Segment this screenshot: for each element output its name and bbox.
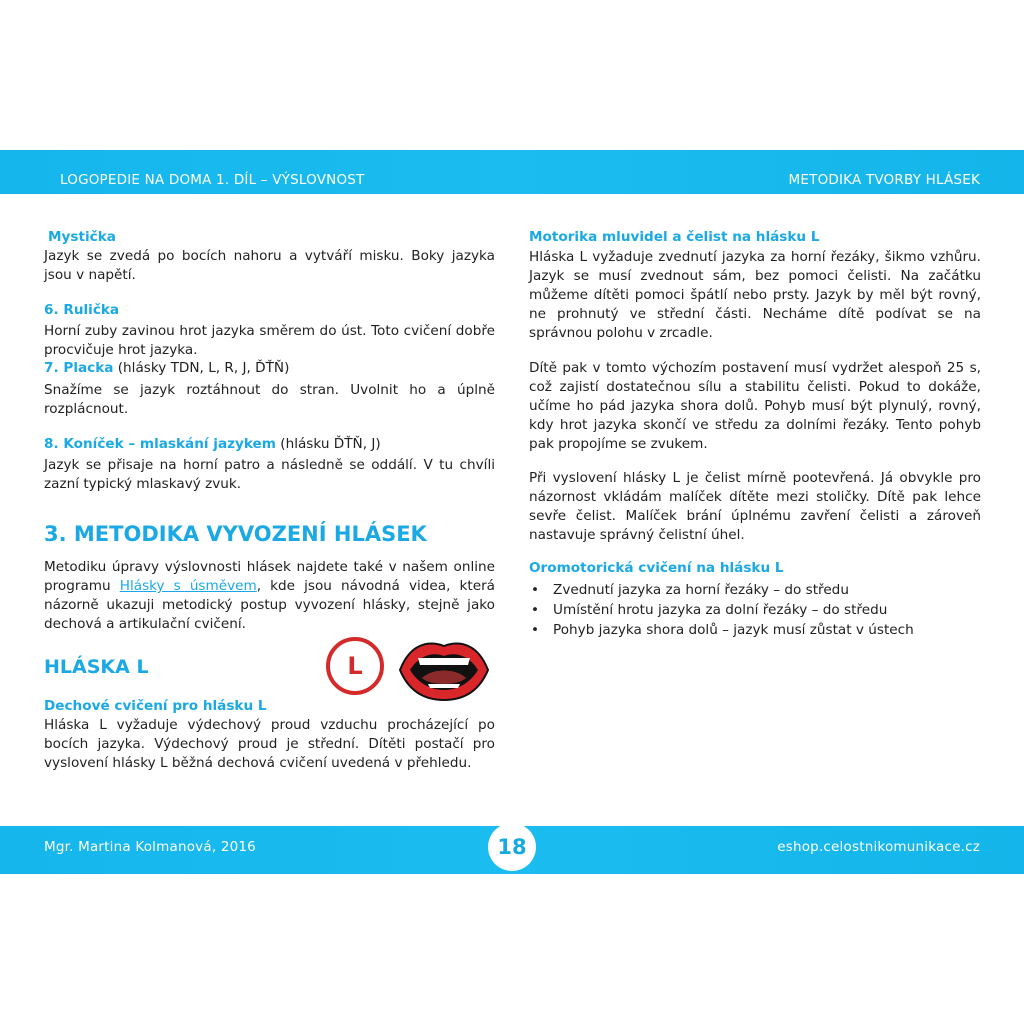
motorika-p1: Hláska L vyžaduje zvednutí jazyka za horní řezáky, šikmo vzhůru. Jazyk se musí zvednout sám, bez pomoci čelisti. Na začátku můžeme dítěti pomoci špátlí nebo prsty. Jazyk by měl být rovný, ne prohnutý ve střední části. Necháme dítě podívat se na správnou polohu v zrcadle. [529, 249, 981, 341]
page-header [0, 150, 1024, 194]
letter-l-badge [326, 637, 384, 695]
hlasky-s-usmevem-link[interactable]: Hlásky s úsměvem [119, 578, 257, 594]
page-number: 18 [488, 823, 536, 871]
intro-text: Metodiku úpravy výslovnosti hlásek najdete také v našem online programu [44, 559, 495, 594]
placka-heading: 7. Placka [44, 360, 114, 376]
oromotor-list [529, 580, 981, 640]
dechove-text: Hláska L vyžaduje výdechový proud vzduchu procházející po bocích jazyka. Výdechový proud je střední. Dítěti postačí pro vyslovení hlásky L běžná dechová cvičení uvedená v přehledu. [44, 717, 495, 771]
open-mouth-icon [398, 638, 490, 702]
list-item: • Pohyb jazyka shora dolů – jazyk musí zůstat v ústech [529, 620, 981, 640]
konicek-note: (hlásku ĎŤŇ, J) [275, 436, 381, 452]
placka-block [44, 359, 495, 419]
footer-author: Mgr. Martina Kolmanová, 2016 [44, 839, 256, 855]
dechove-block [44, 697, 495, 773]
motorika-heading: Motorika mluvidel a čelist na hlásku L [529, 229, 820, 245]
hlaska-title: HLÁSKA L [44, 656, 149, 678]
mysticka-heading: Mystička [48, 229, 116, 245]
motorika-block [529, 228, 981, 343]
oromotor-heading: Oromotorická cvičení na hlásku L [529, 560, 784, 576]
footer-website: eshop.celostnikomunikace.cz [777, 839, 980, 855]
motorika-p3-block [529, 469, 981, 545]
mysticka-text: Jazyk se zvedá po bocích nahoru a vytváří misku. Boky jazyka jsou v napětí. [44, 248, 495, 283]
oromotor-block [529, 559, 981, 640]
motorika-p3: Při vyslovení hlásky L je čelist mírně pootevřená. Já obvykle pro názornost vkládám malíček dítěte mezi stoličky. Dítě pak lehce sevře čelist. Malíček brání úplnému zavření čelisti a zároveň nastavuje správný čelistní úhel. [529, 470, 981, 543]
rulicka-text: Horní zuby zavinou hrot jazyka směrem do úst. Toto cvičení dobře procvičuje hrot jazyka. [44, 323, 495, 358]
list-item: • Umístění hrotu jazyka za dolní řezáky – do středu [529, 600, 981, 620]
list-item: • Zvednutí jazyka za horní řezáky – do středu [529, 580, 981, 600]
konicek-block [44, 435, 495, 494]
konicek-heading: 8. Koníček – mlaskání jazykem [44, 436, 276, 452]
page-footer [0, 826, 1024, 874]
placka-note: (hlásky TDN, L, R, J, ĎŤŇ) [113, 360, 290, 376]
motorika-p2: Dítě pak v tomto výchozím postavení musí vydržet alespoň 25 s, což zajistí dostatečnou sílu a stabilitu čelisti. Pokud to dokáže, učíme ho pád jazyka shora dolů. Pohyb musí být plynulý, rovný, kdy hrot jazyka skončí ve středu za dolními řezáky. Tento pohyb pak propojíme se zvukem. [529, 360, 981, 452]
mysticka-block [44, 228, 495, 285]
motorika-p2-block [529, 359, 981, 454]
section-intro [44, 558, 495, 634]
section-title: 3. METODIKA VYVOZENÍ HLÁSEK [44, 522, 427, 546]
header-chapter-title: METODIKA TVORBY HLÁSEK [788, 172, 980, 188]
rulicka-block [44, 301, 495, 360]
konicek-text: Jazyk se přisaje na horní patro a následně se oddálí. V tu chvíli zazní typický mlaskavý zvuk. [44, 457, 495, 492]
badge-letter: L [347, 652, 363, 680]
placka-text: Snažíme se jazyk roztáhnout do stran. Uvolnit ho a úplně rozplácnout. [44, 382, 495, 417]
intro-text-end: , kde jsou návodná videa, která názorně ukazuji metodický postup vyvození hlásky, stejně jako dechová a artikulační cvičení. [44, 578, 495, 632]
dechove-heading: Dechové cvičení pro hlásku L [44, 698, 267, 714]
rulicka-heading: 6. Rulička [44, 302, 120, 318]
header-book-title: LOGOPEDIE NA DOMA 1. DÍL – VÝSLOVNOST [60, 172, 365, 188]
